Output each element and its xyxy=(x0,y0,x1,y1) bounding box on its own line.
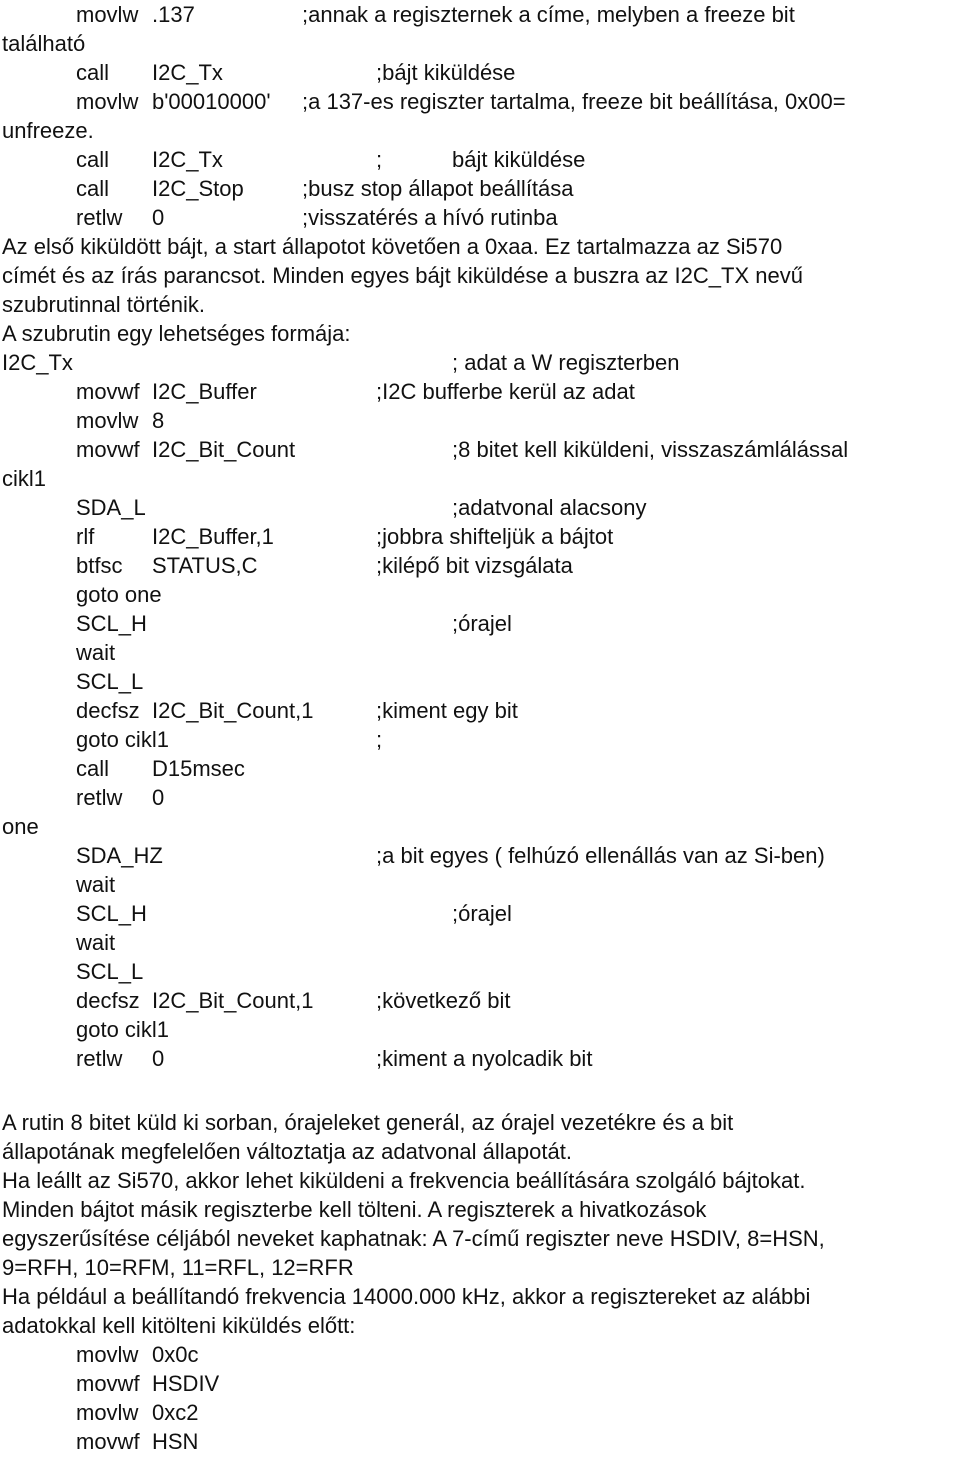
text-line xyxy=(0,232,960,261)
text-line xyxy=(0,406,960,435)
text-line xyxy=(0,377,960,406)
line-segment: .137 xyxy=(152,2,195,27)
line-segment: ;kiment a nyolcadik bit xyxy=(376,1046,593,1071)
line-segment: movlw xyxy=(76,2,139,27)
line-segment: wait xyxy=(76,930,116,955)
text-line xyxy=(0,174,960,203)
line-segment: SCL_L xyxy=(76,959,144,984)
line-segment: retlw xyxy=(76,205,123,230)
line-segment: movwf xyxy=(76,437,140,462)
text-line xyxy=(0,290,960,319)
text-line xyxy=(0,580,960,609)
line-segment: 0 xyxy=(152,205,165,230)
text-line xyxy=(0,493,960,522)
line-segment: ;kiment egy bit xyxy=(376,698,518,723)
line-segment: 0x0c xyxy=(152,1342,199,1367)
line-segment: Az első kiküldött bájt, a start állapotot követően a 0xaa. Ez tartalmazza az Si570 xyxy=(2,234,783,259)
line-segment: movwf xyxy=(76,1429,140,1454)
line-segment: SCL_H xyxy=(76,901,147,926)
text-line xyxy=(0,754,960,783)
line-segment: ;adatvonal alacsony xyxy=(452,495,647,520)
line-segment: ;következő bit xyxy=(376,988,511,1013)
line-segment: I2C_Bit_Count xyxy=(152,437,296,462)
line-segment: I2C_Bit_Count,1 xyxy=(152,698,314,723)
line-segment: található xyxy=(2,31,86,56)
line-segment: I2C_Buffer,1 xyxy=(152,524,274,549)
line-segment: unfreeze. xyxy=(2,118,94,143)
line-segment: movlw xyxy=(76,1400,139,1425)
line-segment: 0 xyxy=(152,1046,165,1071)
text-line xyxy=(0,1340,960,1369)
line-segment: I2C_Tx xyxy=(2,350,73,375)
line-segment: retlw xyxy=(76,1046,123,1071)
line-segment: ;I2C bufferbe kerül az adat xyxy=(376,379,635,404)
line-segment: 8 xyxy=(152,408,165,433)
line-segment: bájt kiküldése xyxy=(452,147,586,172)
line-segment: one xyxy=(2,814,39,839)
line-segment: movwf xyxy=(76,379,140,404)
line-segment: call xyxy=(76,60,110,85)
text-line xyxy=(0,203,960,232)
text-line xyxy=(0,116,960,145)
line-segment: ;a bit egyes ( felhúzó ellenállás van az Si-ben) xyxy=(376,843,825,868)
text-line xyxy=(0,319,960,348)
line-segment: STATUS,C xyxy=(152,553,258,578)
text-line xyxy=(0,1253,960,1282)
text-line xyxy=(0,1137,960,1166)
line-segment: b'00010000' xyxy=(152,89,271,114)
text-line xyxy=(0,522,960,551)
line-segment: ;órajel xyxy=(452,901,512,926)
line-segment: movwf xyxy=(76,1371,140,1396)
text-line xyxy=(0,0,960,29)
line-segment: I2C_Tx xyxy=(152,60,223,85)
line-segment: decfsz xyxy=(76,988,140,1013)
text-line xyxy=(0,899,960,928)
text-line xyxy=(0,435,960,464)
text-line xyxy=(0,928,960,957)
text-line xyxy=(0,841,960,870)
line-segment: A szubrutin egy lehetséges formája: xyxy=(2,321,351,346)
text-line xyxy=(0,1015,960,1044)
text-line xyxy=(0,1398,960,1427)
line-segment: ; xyxy=(376,727,383,752)
line-segment: ; xyxy=(376,147,383,172)
text-line xyxy=(0,667,960,696)
text-line xyxy=(0,1224,960,1253)
text-line xyxy=(0,58,960,87)
text-line xyxy=(0,1108,960,1137)
line-segment: rlf xyxy=(76,524,95,549)
line-segment: ;a 137-es regiszter tartalma, freeze bit beállítása, 0x00= xyxy=(302,89,846,114)
text-line xyxy=(0,696,960,725)
text-line xyxy=(0,29,960,58)
line-segment: ; adat a W regiszterben xyxy=(452,350,680,375)
text-line xyxy=(0,551,960,580)
line-segment: ;bájt kiküldése xyxy=(376,60,516,85)
line-segment: Ha leállt az Si570, akkor lehet kiküldeni a frekvencia beállítására szolgáló bájtokat. xyxy=(2,1168,806,1193)
text-line xyxy=(0,609,960,638)
line-segment: ;kilépő bit vizsgálata xyxy=(376,553,573,578)
line-segment: D15msec xyxy=(152,756,245,781)
line-segment: call xyxy=(76,756,110,781)
line-segment: A rutin 8 bitet küld ki sorban, órajeleket generál, az órajel vezetékre és a bit xyxy=(2,1110,734,1135)
line-segment: cikl1 xyxy=(2,466,47,491)
line-segment: állapotának megfelelően változtatja az adatvonal állapotát. xyxy=(2,1139,572,1164)
line-segment: HSN xyxy=(152,1429,199,1454)
text-line xyxy=(0,986,960,1015)
line-segment: ;8 bitet kell kiküldeni, visszaszámlálással xyxy=(452,437,849,462)
text-line xyxy=(0,725,960,754)
line-segment: retlw xyxy=(76,785,123,810)
line-segment: ;busz stop állapot beállítása xyxy=(302,176,574,201)
line-segment: SCL_H xyxy=(76,611,147,636)
text-line xyxy=(0,870,960,899)
line-segment: adatokkal kell kitölteni kiküldés előtt: xyxy=(2,1313,356,1338)
line-segment: call xyxy=(76,147,110,172)
text-line xyxy=(0,1311,960,1340)
line-segment: ;órajel xyxy=(452,611,512,636)
line-segment: ;annak a regiszternek a címe, melyben a freeze bit xyxy=(302,2,795,27)
text-line xyxy=(0,1195,960,1224)
line-segment: btfsc xyxy=(76,553,123,578)
text-line xyxy=(0,783,960,812)
line-segment: I2C_Tx xyxy=(152,147,223,172)
text-line xyxy=(0,957,960,986)
text-line xyxy=(0,1166,960,1195)
line-segment: call xyxy=(76,176,110,201)
line-segment: goto cikl1 xyxy=(76,727,169,752)
line-segment: decfsz xyxy=(76,698,140,723)
text-line xyxy=(0,638,960,667)
line-segment: egyszerűsítése céljából neveket kaphatnak: A 7-című regiszter neve HSDIV, 8=HSN, xyxy=(2,1226,825,1251)
text-line xyxy=(0,1427,960,1456)
line-segment: movlw xyxy=(76,89,139,114)
line-segment: goto one xyxy=(76,582,162,607)
line-segment: 0 xyxy=(152,785,165,810)
text-line xyxy=(0,145,960,174)
line-segment: ;jobbra shifteljük a bájtot xyxy=(376,524,614,549)
text-line xyxy=(0,464,960,493)
line-segment: I2C_Bit_Count,1 xyxy=(152,988,314,1013)
text-line xyxy=(0,261,960,290)
line-segment: I2C_Stop xyxy=(152,176,244,201)
line-segment: SDA_L xyxy=(76,495,146,520)
text-line xyxy=(0,348,960,377)
line-segment: movlw xyxy=(76,408,139,433)
text-line xyxy=(0,812,960,841)
text-line xyxy=(0,1369,960,1398)
line-segment: szubrutinnal történik. xyxy=(2,292,205,317)
line-segment: goto cikl1 xyxy=(76,1017,169,1042)
line-segment: Ha például a beállítandó frekvencia 14000.000 kHz, akkor a regisztereket az alábbi xyxy=(2,1284,811,1309)
line-segment: ;visszatérés a hívó rutinba xyxy=(302,205,558,230)
line-segment: wait xyxy=(76,872,116,897)
text-line xyxy=(0,1044,960,1073)
line-segment: 9=RFH, 10=RFM, 11=RFL, 12=RFR xyxy=(2,1255,354,1280)
line-segment: Minden bájtot másik regiszterbe kell tölteni. A regiszterek a hivatkozások xyxy=(2,1197,707,1222)
line-segment: HSDIV xyxy=(152,1371,220,1396)
text-line xyxy=(0,87,960,116)
line-segment: 0xc2 xyxy=(152,1400,199,1425)
line-segment: I2C_Buffer xyxy=(152,379,257,404)
line-segment: wait xyxy=(76,640,116,665)
line-segment: movlw xyxy=(76,1342,139,1367)
line-segment: SCL_L xyxy=(76,669,144,694)
text-line xyxy=(0,1282,960,1311)
line-segment: SDA_HZ xyxy=(76,843,163,868)
line-segment: címét és az írás parancsot. Minden egyes bájt kiküldése a buszra az I2C_TX nevű xyxy=(2,263,803,288)
